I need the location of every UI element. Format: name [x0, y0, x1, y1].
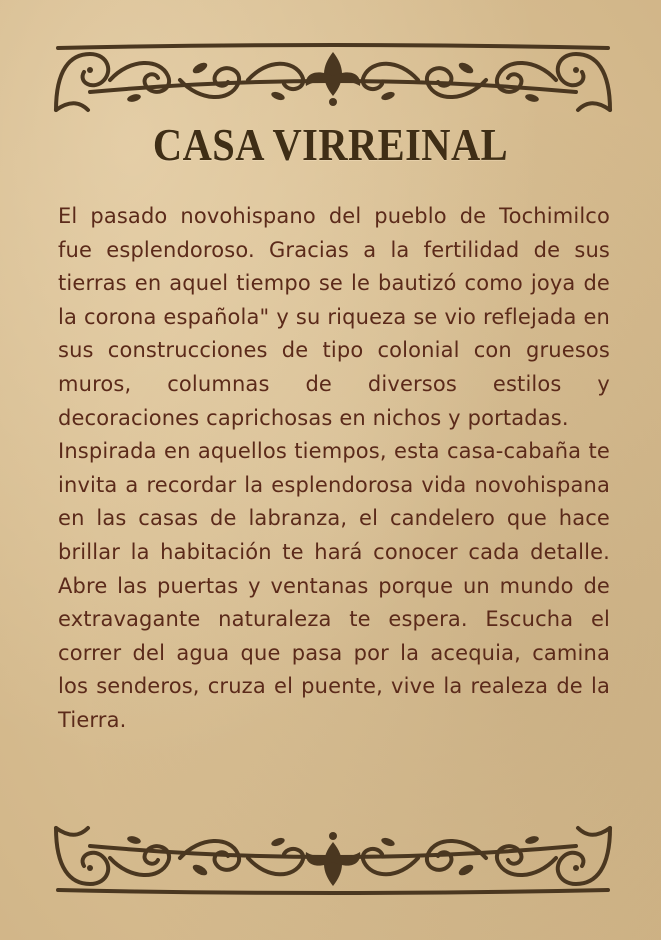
baroque-scroll-border-icon: [50, 40, 616, 116]
paragraph: El pasado novohispano del pueblo de Tochimilco fue esplendoroso. Gracias a la fertilidad de sus tierras en aquel tiempo se le bautizó como joya de la corona española" y su riqueza se vio reflejada en sus construcciones de tipo colonial con gruesos muros, columnas de diversos estilos y decoraciones caprichosas en nichos y portadas.: [58, 204, 610, 430]
paragraph: Inspirada en aquellos tiempos, esta casa-cabaña te invita a recordar la esplendorosa vida novohispana en las casas de labranza, el candelero que hace brillar la habitación te hará conocer cada detalle. Abre las puertas y ventanas porque un mundo de extravagante naturaleza te espera. Escucha el correr del agua que pasa por la acequia, camina los senderos, cruza el puente, vive la realeza de la Tierra.: [58, 439, 610, 732]
body-text: [58, 200, 610, 738]
baroque-scroll-border-icon: [50, 822, 616, 898]
page-title: CASA VIRREINAL: [152, 119, 509, 170]
